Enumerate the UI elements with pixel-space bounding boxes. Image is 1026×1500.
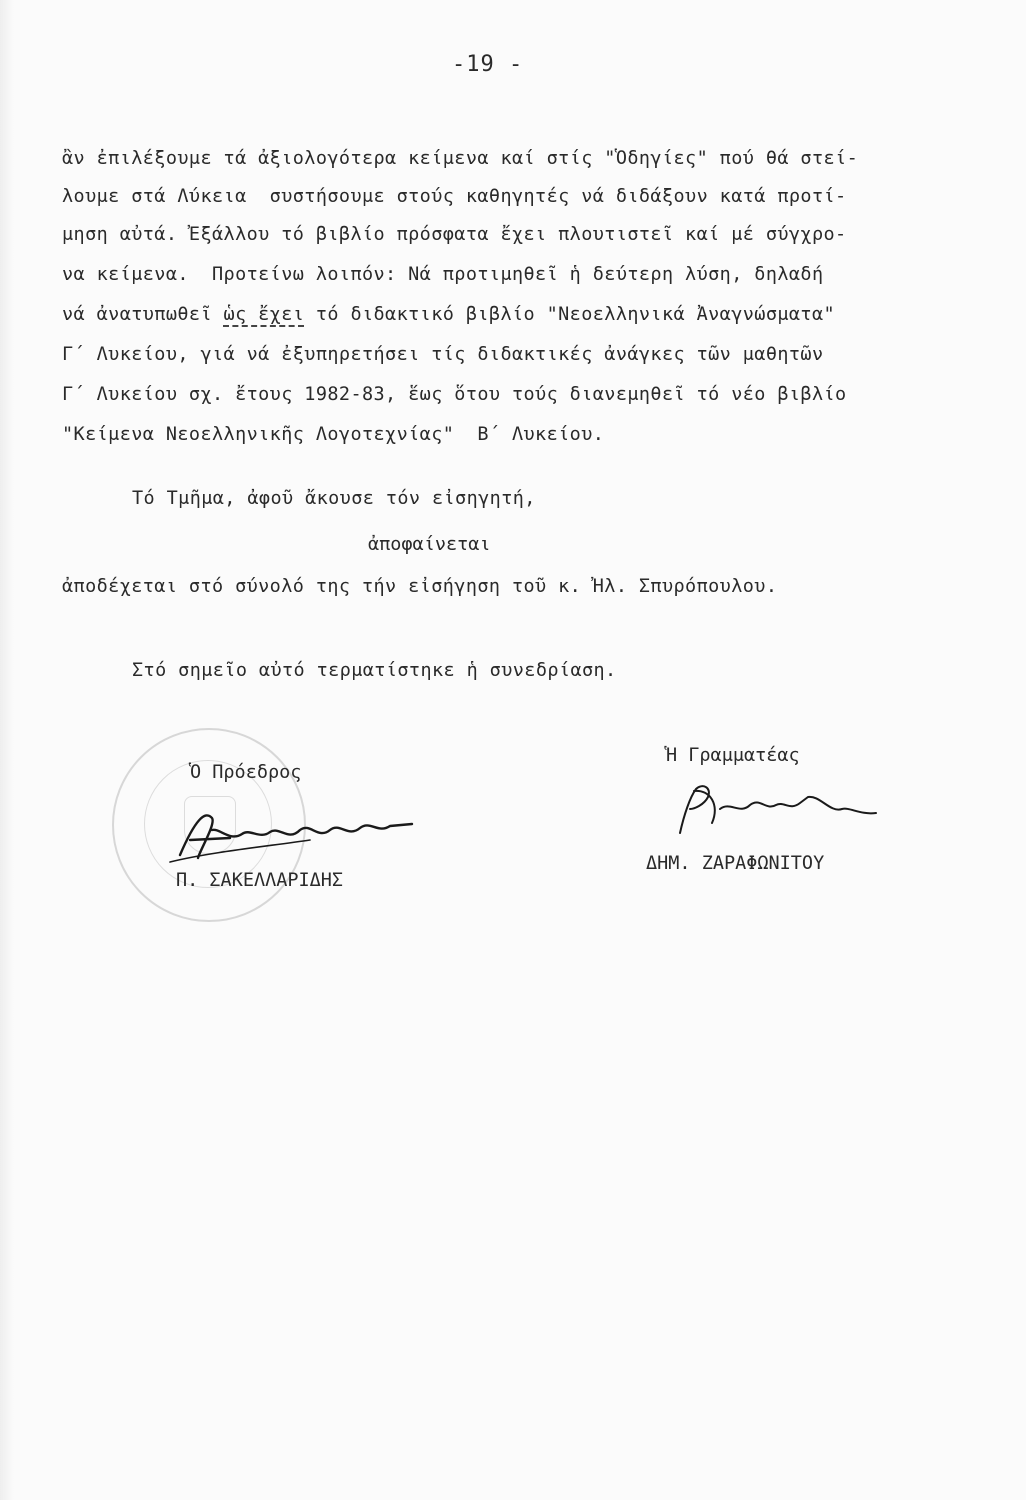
secretary-signature [650,775,890,845]
body-line-6: Γ΄ Λυκείου, γιά νά ἐξυπηρετήσει τίς διδακτικές ἀνάγκες τῶν μαθητῶν [62,344,824,365]
body-line-2: λουμε στά Λύκεια συστήσουμε στούς καθηγητές νά διδάξουν κατά προτί- [62,186,847,207]
closing-statement: Στό σημεῖο αὐτό τερματίστηκε ἡ συνεδρίαση. [132,660,617,681]
body-line-7: Γ΄ Λυκείου σχ. ἔτους 1982-83, ἕως ὅτου τούς διανεμηθεῖ τό νέο βιβλίο [62,384,847,405]
page-number: -19 - [452,52,524,77]
decision-heading: ἀποφαίνεται [368,534,491,555]
section-intro: Τό Τμῆμα, ἀφοῦ ἄκουσε τόν εἰσηγητή, [132,488,536,509]
secretary-title: Ἡ Γραμματέας [666,745,800,766]
body-line-4: να κείμενα. Προτείνω λοιπόν: Νά προτιμηθεῖ ἡ δεύτερη λύση, δηλαδή [62,264,824,285]
body-line-8: "Κείμενα Νεοελληνικῆς Λογοτεχνίας" Β΄ Λυκείου. [62,424,605,445]
decision-text: ἀποδέχεται στό σύνολό της τήν εἰσήγηση τοῦ κ. Ἠλ. Σπυρόπουλου. [62,576,778,597]
body-line-3: μηση αὐτά. Ἐξάλλου τό βιβλίο πρόσφατα ἔχει πλουτιστεῖ καί μέ σύγχρο- [62,224,847,245]
line-5-start: νά ἀνατυπωθεῖ [62,304,224,325]
body-line-1: ἂν ἐπιλέξουμε τά ἀξιολογότερα κείμενα καί στίς "Ὁδηγίες" πού θά στεί- [62,148,859,169]
president-signature [150,800,420,870]
body-line-5 [62,304,835,325]
president-name: Π. ΣΑΚΕΛΛΑΡΙΔΗΣ [176,870,344,891]
line-5-end: τό διδακτικό βιβλίο "Νεοελληνικά Ἀναγνώσματα" [304,304,836,325]
secretary-name: ΔΗΜ. ΖΑΡΑΦΩΝΙΤΟΥ [646,853,825,874]
president-title: Ὁ Πρόεδρος [190,762,302,783]
underlined-phrase: ὡς ἔχει [223,304,305,325]
